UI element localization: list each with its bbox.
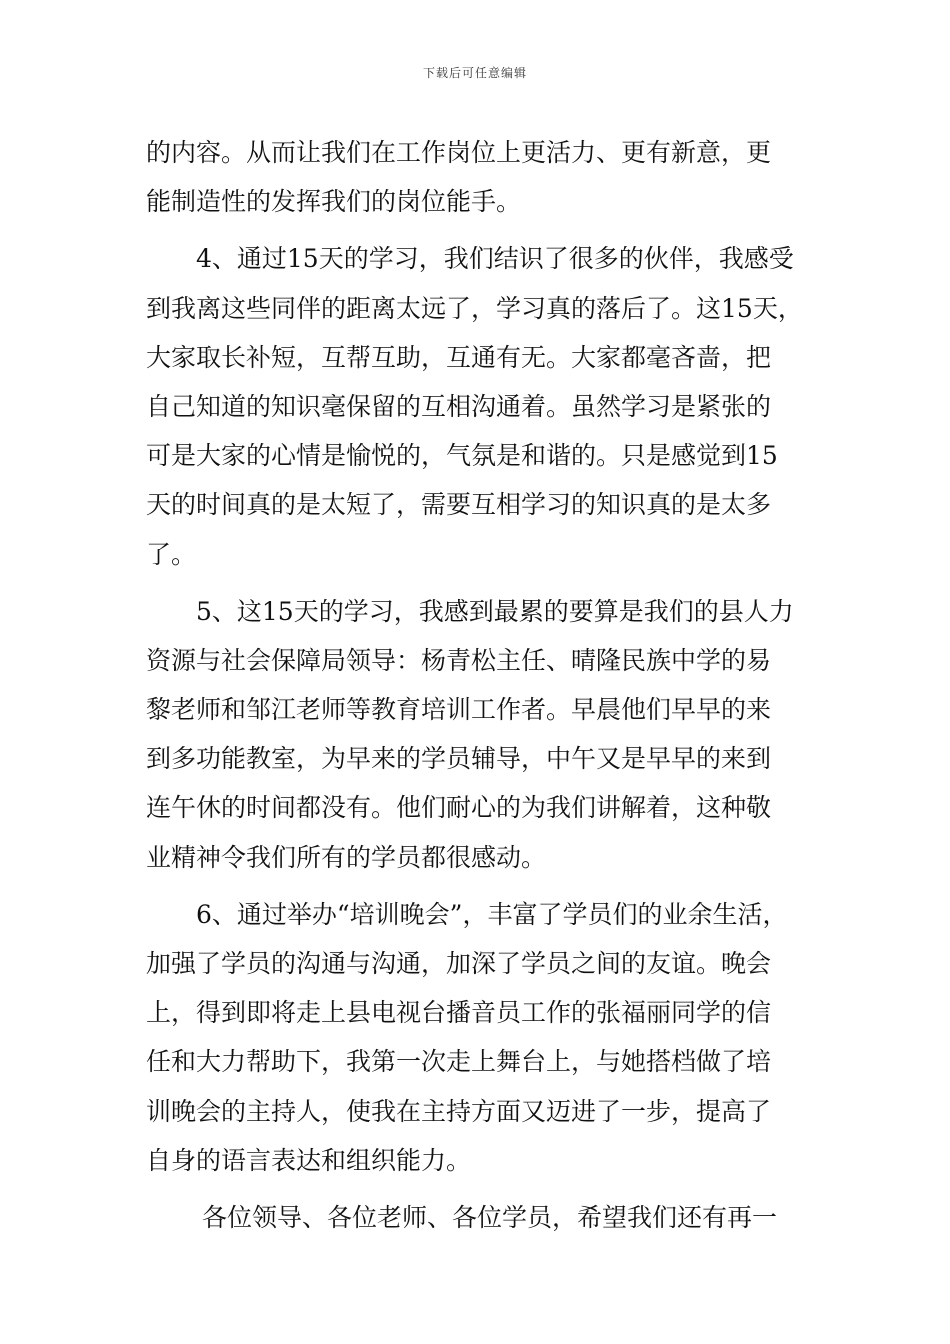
text-line: 连午休的时间都没有。他们耐心的为我们讲解着，这种敬 <box>146 793 772 823</box>
text-line: 自身的语言表达和组织能力。 <box>146 1145 472 1175</box>
text-line: 天的时间真的是太短了，需要互相学习的知识真的是太多 <box>146 490 772 520</box>
paragraph-start-line: 5、这15天的学习，我感到最累的要算是我们的县人力 <box>196 596 794 626</box>
text-line: 到多功能教室，为早来的学员辅导，中午又是早早的来到 <box>146 744 772 774</box>
paragraph-start-line: 各位领导、各位老师、各位学员，希望我们还有再一 <box>202 1202 778 1232</box>
text-line: 任和大力帮助下，我第一次走上舞台上，与她搭档做了培 <box>146 1047 772 1077</box>
text-line: 自己知道的知识毫保留的互相沟通着。虽然学习是紧张的 <box>146 391 772 421</box>
text-line: 加强了学员的沟通与沟通，加深了学员之间的友谊。晚会 <box>146 949 772 978</box>
text-line: 黎老师和邹江老师等教育培训工作者。早晨他们早早的来 <box>146 695 772 725</box>
text-line: 能制造性的发挥我们的岗位能手。 <box>146 187 522 217</box>
text-line: 训晚会的主持人，使我在主持方面又迈进了一步，提高了 <box>146 1096 772 1126</box>
text-line: 的内容。从而让我们在工作岗位上更活力、更有新意，更 <box>146 138 772 167</box>
page-header: 下载后可任意编辑 <box>422 66 527 80</box>
text-line: 业精神令我们所有的学员都很感动。 <box>146 842 547 872</box>
text-line: 资源与社会保障局领导：杨青松主任、晴隆民族中学的易 <box>146 645 772 675</box>
paragraph-start-line: 6、通过举办“培训晚会”，丰富了学员们的业余生活， <box>196 899 788 929</box>
paragraph-start-line: 4、通过15天的学习，我们结识了很多的伙伴，我感受 <box>196 244 794 274</box>
text-line: 上，得到即将走上县电视台播音员工作的张福丽同学的信 <box>146 998 772 1028</box>
text-line: 了。 <box>146 539 197 569</box>
text-line: 大家取长补短，互帮互助，互通有无。大家都毫吝啬，把 <box>146 342 772 372</box>
text-line: 可是大家的心情是愉悦的，气氛是和谐的。只是感觉到15 <box>146 441 778 471</box>
text-line: 到我离这些同伴的距离太远了，学习真的落后了。这15天， <box>146 293 803 323</box>
document-body <box>146 128 818 1242</box>
